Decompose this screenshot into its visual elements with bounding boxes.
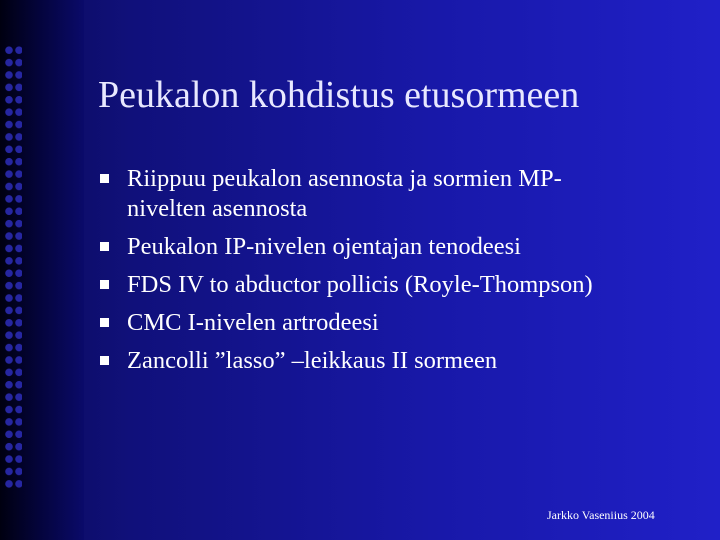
left-decorative-bar — [0, 0, 84, 540]
square-bullet-icon — [100, 356, 109, 365]
bullet-text: Riippuu peukalon asennosta ja sormien MP- — [127, 165, 562, 192]
bullet-text: CMC I-nivelen artrodeesi — [127, 309, 379, 336]
bullet-list — [98, 164, 698, 384]
square-bullet-icon — [100, 174, 109, 183]
bullet-item — [98, 270, 698, 300]
bullet-text-continuation: nivelten asennosta — [127, 195, 308, 222]
bullet-text: Peukalon IP-nivelen ojentajan tenodeesi — [127, 233, 521, 260]
bullet-text: Zancolli ”lasso” –leikkaus II sormeen — [127, 347, 498, 374]
bullet-item — [98, 232, 698, 262]
square-bullet-icon — [100, 242, 109, 251]
slide-title: Peukalon kohdistus etusormeen — [98, 74, 580, 116]
bullet-text: FDS IV to abductor pollicis (Royle-Thompson) — [127, 271, 593, 298]
square-pattern-decoration — [4, 44, 22, 490]
bullet-item — [98, 308, 698, 338]
bullet-item — [98, 346, 698, 376]
bullet-item — [98, 164, 698, 224]
square-bullet-icon — [100, 280, 109, 289]
slide-footer-author: Jarkko Vaseniius 2004 — [547, 508, 655, 522]
square-bullet-icon — [100, 318, 109, 327]
